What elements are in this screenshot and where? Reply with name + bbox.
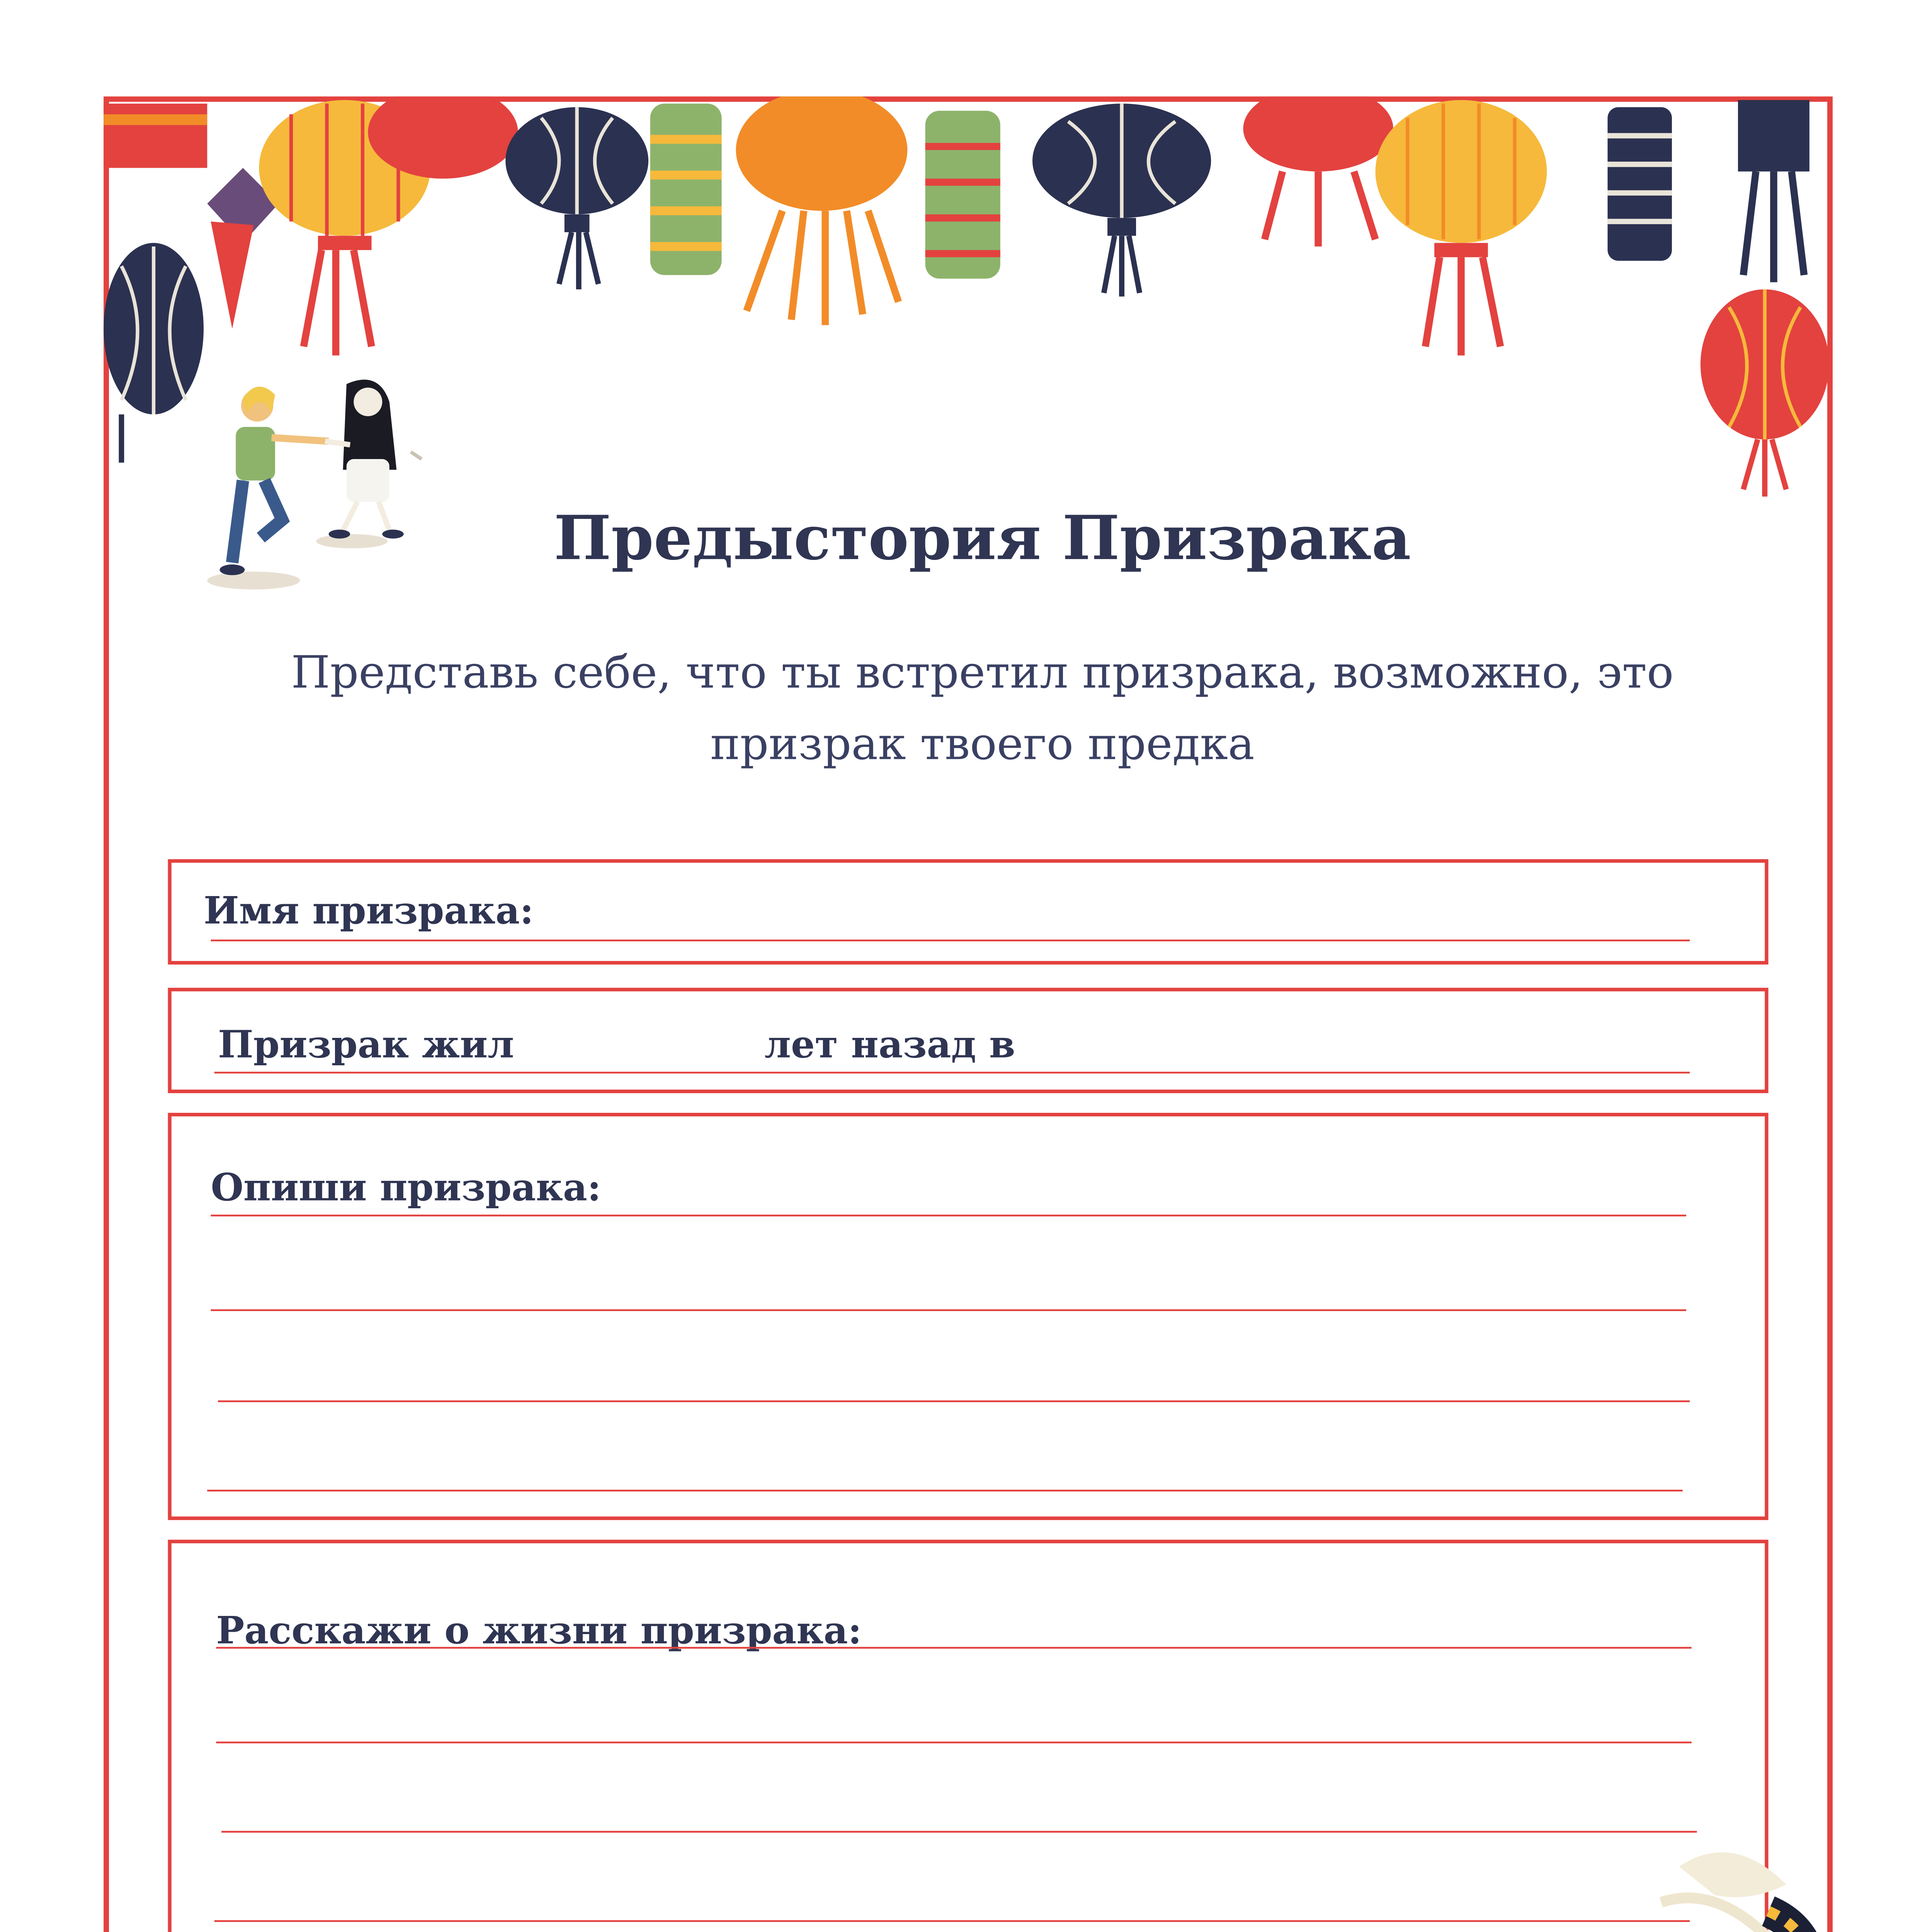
life-line-2[interactable] [216, 1742, 1691, 1743]
intro-text [268, 638, 1697, 781]
years-ago-label: лет назад в [764, 1022, 1015, 1066]
life-line-1[interactable] [216, 1647, 1691, 1649]
life-line-4[interactable] [214, 1920, 1690, 1922]
describe-line-1[interactable] [211, 1214, 1686, 1216]
ghost-name-label: Имя призрака: [203, 888, 534, 933]
intro-line-2: призрак твоего предка [710, 718, 1255, 770]
intro-line-1: Представь себе, что ты встретил призрака, возможно, это [291, 646, 1674, 699]
dragon-icon [1518, 1831, 1836, 1932]
describe-line-3[interactable] [218, 1400, 1690, 1402]
describe-line-2[interactable] [211, 1309, 1686, 1311]
describe-line-4[interactable] [207, 1490, 1682, 1492]
ghost-life-label: Расскажи о жизни призрака: [216, 1607, 862, 1652]
page-title: Предыстория Призрака [554, 503, 1411, 575]
describe-ghost-label: Опиши призрака: [211, 1165, 601, 1209]
life-line-3[interactable] [221, 1831, 1697, 1833]
ghost-name-line[interactable] [211, 940, 1690, 942]
ghost-lived-label: Призрак жил [218, 1022, 514, 1066]
ghost-lived-line[interactable] [214, 1072, 1690, 1074]
